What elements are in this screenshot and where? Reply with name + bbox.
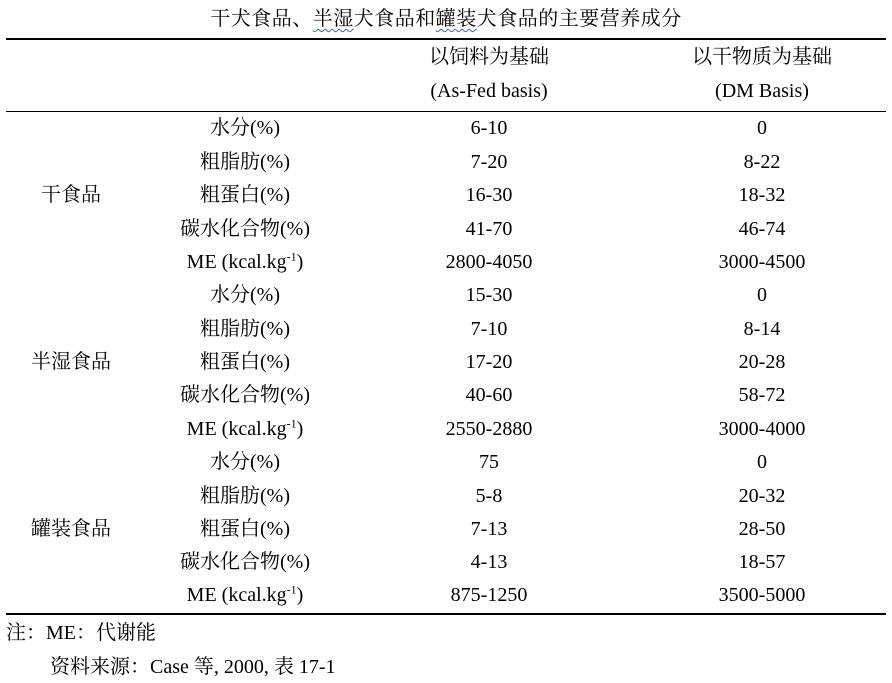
asfed-value: 75 — [479, 451, 499, 473]
nutrient-label: 水分(%) — [210, 451, 280, 473]
header-asfed-en: (As-Fed basis) — [430, 80, 548, 102]
dm-value: 58-72 — [738, 384, 786, 406]
asfed-value: 16-30 — [465, 184, 513, 206]
asfed-value: 41-70 — [465, 218, 513, 240]
title-part: 罐装 — [435, 8, 477, 30]
dm-value: 46-74 — [738, 218, 786, 240]
asfed-value: 4-13 — [470, 551, 508, 573]
asfed-value: 7-13 — [470, 518, 508, 540]
me-text: ME (kcal.kg — [186, 251, 287, 273]
dm-value: 20-32 — [738, 485, 786, 507]
me-text: ME (kcal.kg — [186, 584, 287, 606]
nutrient-label-me — [140, 248, 350, 276]
nutrient-label: 粗脂肪(%) — [200, 318, 290, 340]
asfed-value: 2800-4050 — [445, 251, 533, 273]
me-text: ME (kcal.kg — [186, 418, 287, 440]
header-asfed-cn: 以饲料为基础 — [429, 46, 549, 68]
me-exponent: -1 — [286, 416, 297, 431]
dm-value: 0 — [757, 451, 767, 473]
group-label-semimoist: 半湿食品 — [31, 351, 111, 373]
nutrient-label: 水分(%) — [210, 284, 280, 306]
nutrient-label: 粗脂肪(%) — [200, 151, 290, 173]
dm-value: 0 — [757, 117, 767, 139]
asfed-value: 2550-2880 — [445, 418, 533, 440]
me-exponent: -1 — [286, 582, 297, 597]
asfed-value: 875-1250 — [450, 584, 528, 606]
title-part: 半湿 — [312, 8, 354, 30]
group-label-canned: 罐装食品 — [31, 518, 111, 540]
dm-value: 3000-4000 — [718, 418, 806, 440]
footnote-source: 资料来源：Case 等, 2000, 表 17-1 — [50, 656, 336, 678]
asfed-value: 40-60 — [465, 384, 513, 406]
group-label-dry: 干食品 — [41, 184, 101, 206]
dm-value: 3000-4500 — [718, 251, 806, 273]
title-part: 、 — [292, 8, 313, 30]
title-part: 犬食品 — [476, 8, 539, 30]
nutrient-label: 粗蛋白(%) — [200, 184, 290, 206]
table-header-rule — [6, 111, 886, 112]
dm-value: 8-22 — [743, 151, 781, 173]
nutrient-label: 碳水化合物(%) — [180, 551, 310, 573]
nutrient-label-me — [140, 415, 350, 443]
title-part: 的主要营养成分 — [538, 8, 682, 30]
title-part: 食品和 — [374, 8, 436, 30]
dm-value: 3500-5000 — [718, 584, 806, 606]
table-title — [0, 5, 892, 33]
dm-value: 18-32 — [738, 184, 786, 206]
dm-value: 20-28 — [738, 351, 786, 373]
dm-value: 8-14 — [743, 318, 781, 340]
header-dm-cn: 以干物质为基础 — [692, 46, 832, 68]
title-part: 干犬食品 — [210, 8, 293, 30]
asfed-value: 6-10 — [470, 117, 508, 139]
header-dm-en: (DM Basis) — [715, 80, 809, 102]
nutrient-label: 粗蛋白(%) — [200, 518, 290, 540]
asfed-value: 5-8 — [475, 485, 503, 507]
nutrient-label: 粗脂肪(%) — [200, 485, 290, 507]
me-close: ) — [296, 584, 304, 606]
dm-value: 0 — [757, 284, 767, 306]
me-close: ) — [296, 251, 304, 273]
title-part: 犬 — [353, 8, 375, 30]
dm-value: 28-50 — [738, 518, 786, 540]
nutrient-label: 粗蛋白(%) — [200, 351, 290, 373]
dm-value: 18-57 — [738, 551, 786, 573]
nutrient-label-me — [140, 581, 350, 609]
asfed-value: 7-20 — [470, 151, 508, 173]
nutrient-label: 碳水化合物(%) — [180, 384, 310, 406]
nutrient-label: 水分(%) — [210, 117, 280, 139]
footnote-me: 注：ME：代谢能 — [6, 622, 156, 644]
asfed-value: 15-30 — [465, 284, 513, 306]
asfed-value: 17-20 — [465, 351, 513, 373]
me-exponent: -1 — [286, 249, 297, 264]
table-bottom-rule — [6, 613, 886, 615]
me-close: ) — [296, 418, 304, 440]
asfed-value: 7-10 — [470, 318, 508, 340]
nutrient-label: 碳水化合物(%) — [180, 218, 310, 240]
table-top-rule — [6, 38, 886, 40]
